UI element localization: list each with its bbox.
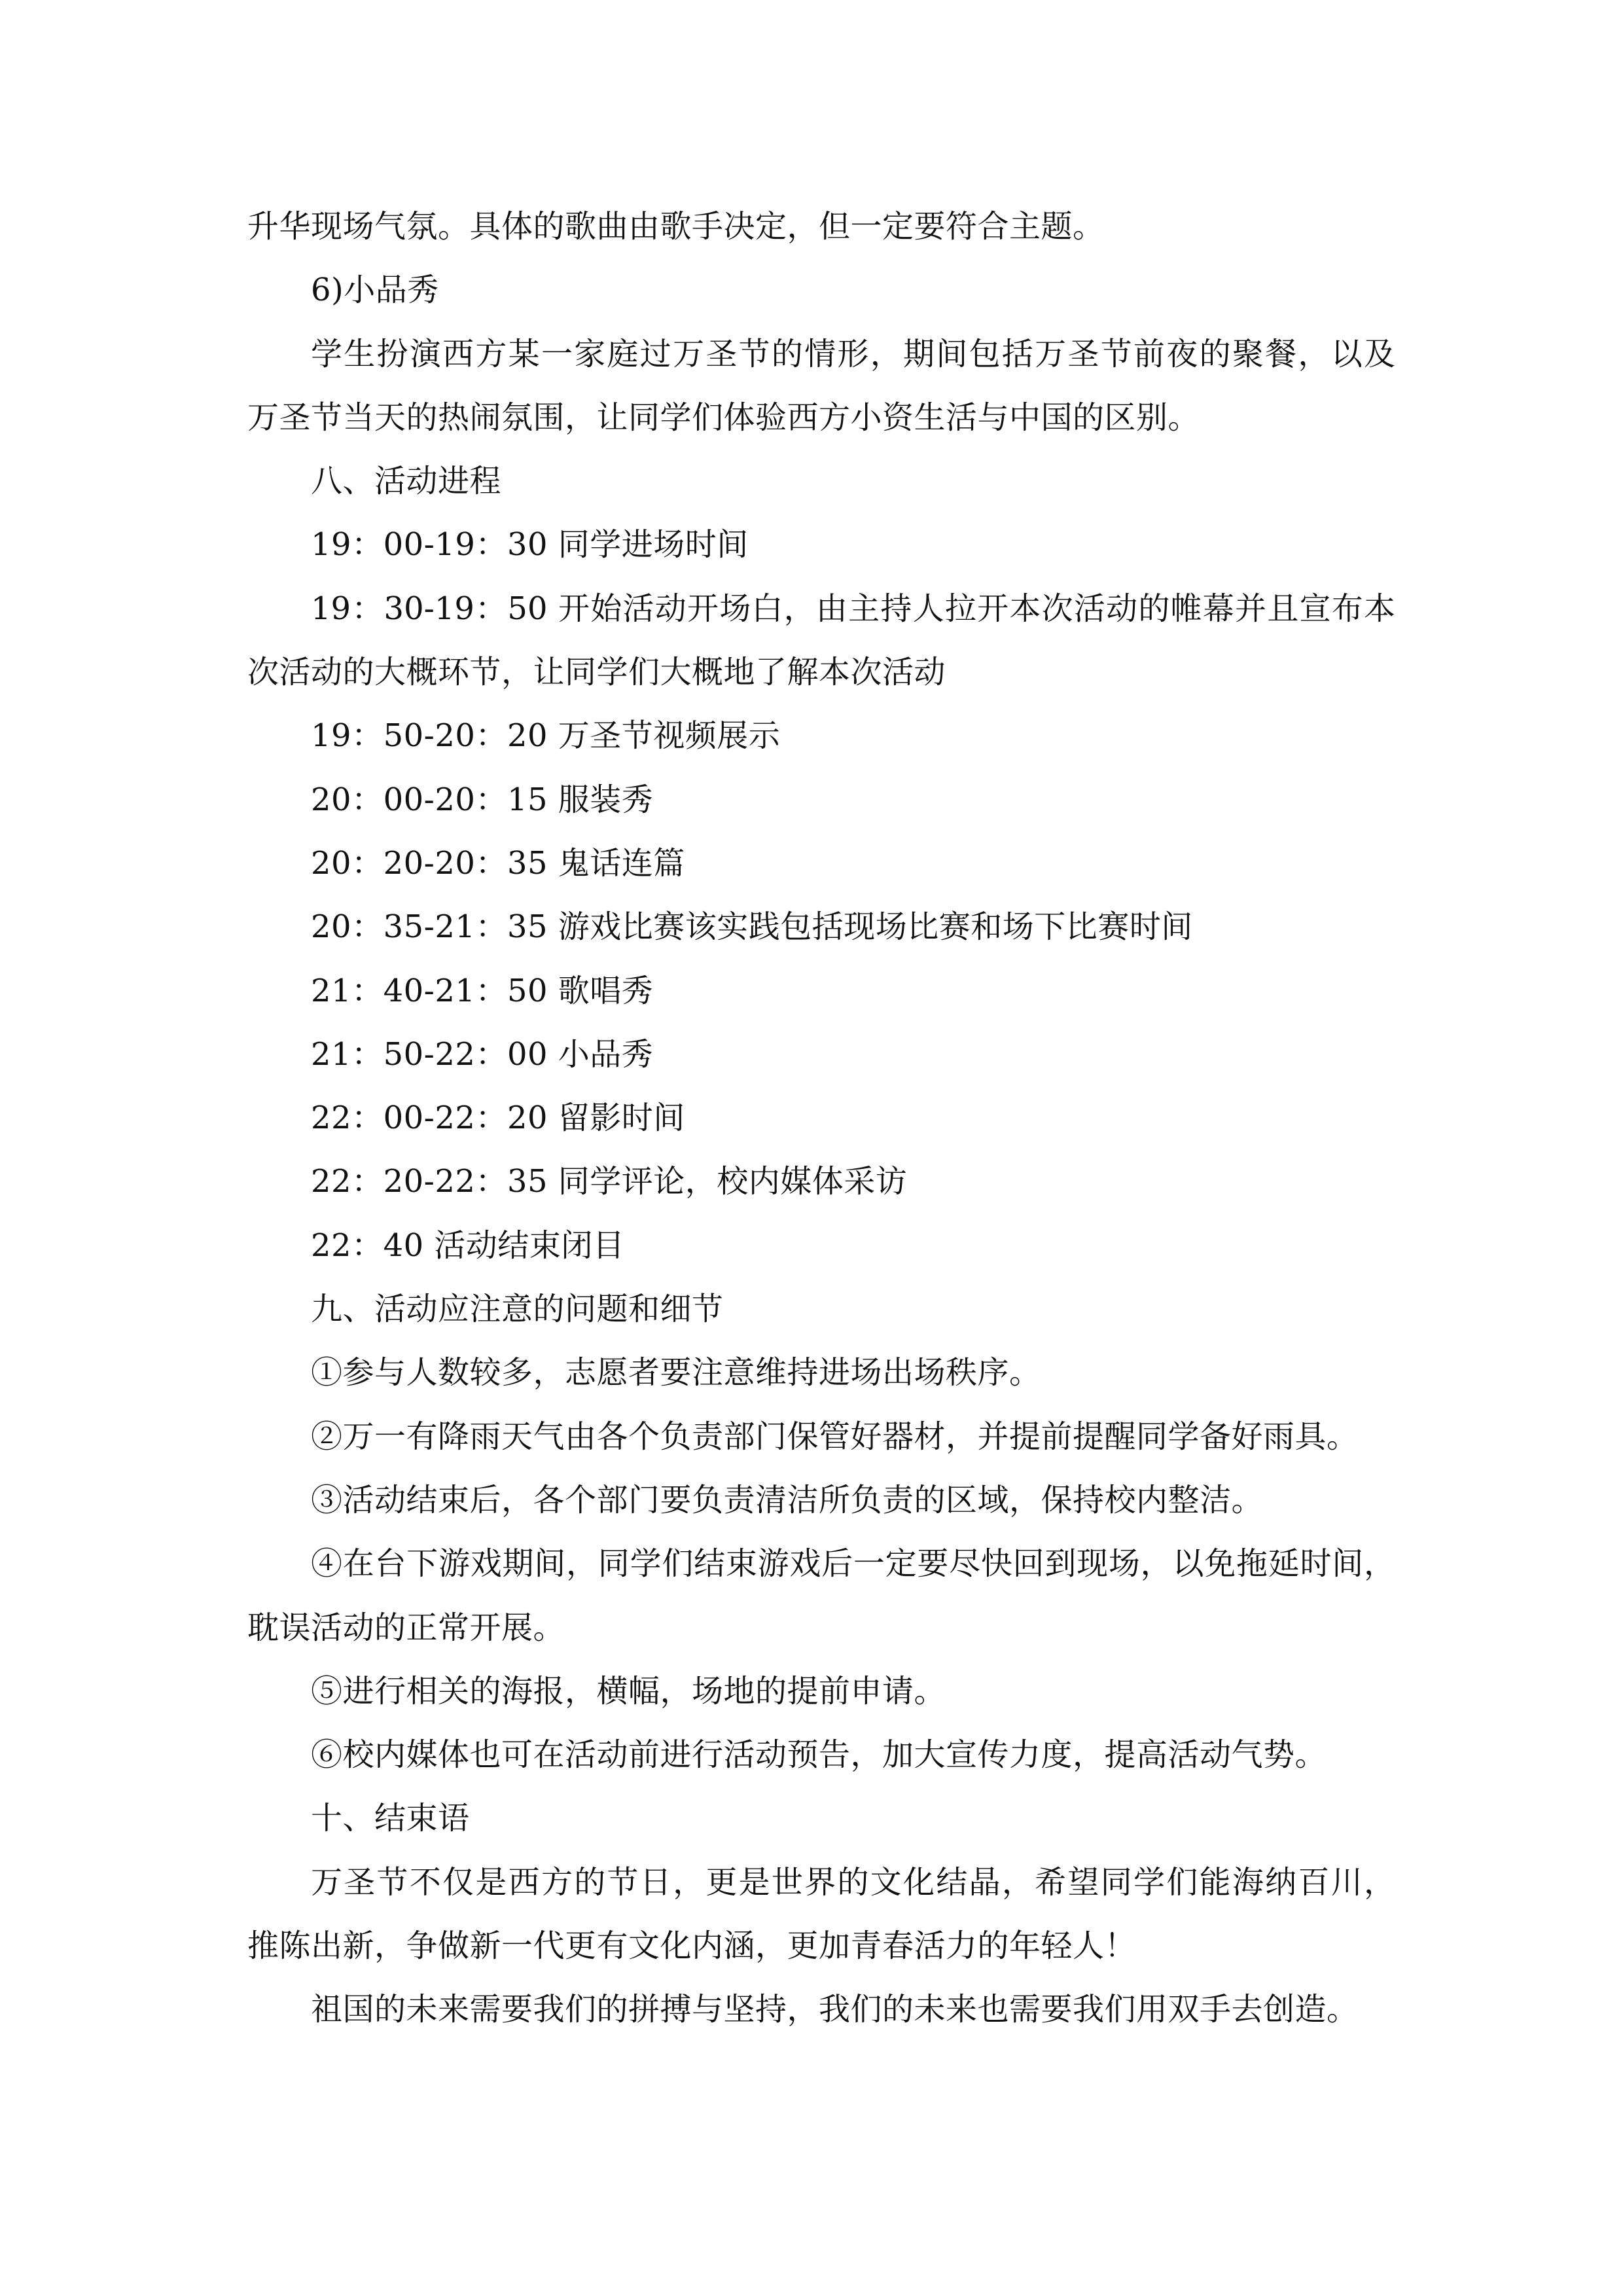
schedule-item: 20：20-20：35 鬼话连篇	[311, 844, 685, 882]
notice-item: ①参与人数较多，志愿者要注意维持进场出场秩序。	[311, 1354, 1041, 1391]
schedule-item: 19：30-19：50 开始活动开场白，由主持人拉开本次活动的帷幕并且宣布本	[311, 590, 1395, 627]
schedule-item: 20：00-20：15 服装秀	[311, 781, 654, 818]
schedule-item: 22：40 活动结束闭目	[311, 1227, 625, 1264]
notice-item-continuation: 耽误活动的正常开展。	[247, 1609, 565, 1646]
paragraph-line: 万圣节不仅是西方的节日，更是世界的文化结晶，希望同学们能海纳百川，	[311, 1863, 1395, 1901]
notice-item: ⑤进行相关的海报，横幅，场地的提前申请。	[311, 1672, 946, 1710]
schedule-item: 19：00-19：30 同学进场时间	[311, 526, 749, 564]
section-heading: 八、活动进程	[311, 463, 502, 500]
paragraph-line: 万圣节当天的热闹氛围，让同学们体验西方小资生活与中国的区别。	[247, 399, 1200, 436]
notice-item: ⑥校内媒体也可在活动前进行活动预告，加大宣传力度，提高活动气势。	[311, 1736, 1327, 1774]
schedule-item: 22：00-22：20 留影时间	[311, 1100, 685, 1137]
schedule-item: 19：50-20：20 万圣节视频展示	[311, 717, 781, 755]
schedule-item: 21：50-22：00 小品秀	[311, 1035, 654, 1073]
subsection-heading: 6)小品秀	[311, 272, 439, 309]
paragraph-line: 推陈出新，争做新一代更有文化内涵，更加青春活力的年轻人！	[247, 1928, 1137, 1965]
paragraph-line: 学生扮演西方某一家庭过万圣节的情形，期间包括万圣节前夜的聚餐，以及	[311, 335, 1395, 372]
document-body	[247, 195, 1395, 2042]
schedule-item: 20：35-21：35 游戏比赛该实践包括现场比赛和场下比赛时间	[311, 908, 1193, 946]
section-heading: 十、结束语	[311, 1800, 470, 1837]
schedule-item-continuation: 次活动的大概环节，让同学们大概地了解本次活动	[247, 654, 946, 691]
schedule-item: 21：40-21：50 歌唱秀	[311, 972, 654, 1009]
section-heading: 九、活动应注意的问题和细节	[311, 1291, 724, 1328]
notice-item: ③活动结束后，各个部门要负责清洁所负责的区域，保持校内整洁。	[311, 1481, 1264, 1518]
schedule-item: 22：20-22：35 同学评论，校内媒体采访	[311, 1163, 908, 1200]
notice-item: ②万一有降雨天气由各个负责部门保管好器材，并提前提醒同学备好雨具。	[311, 1418, 1359, 1455]
notice-item: ④在台下游戏期间，同学们结束游戏后一定要尽快回到现场，以免拖延时间，	[311, 1545, 1395, 1583]
paragraph-line: 祖国的未来需要我们的拼搏与坚持，我们的未来也需要我们用双手去创造。	[311, 1991, 1359, 2028]
paragraph-line: 升华现场气氛。具体的歌曲由歌手决定，但一定要符合主题。	[247, 208, 1105, 245]
